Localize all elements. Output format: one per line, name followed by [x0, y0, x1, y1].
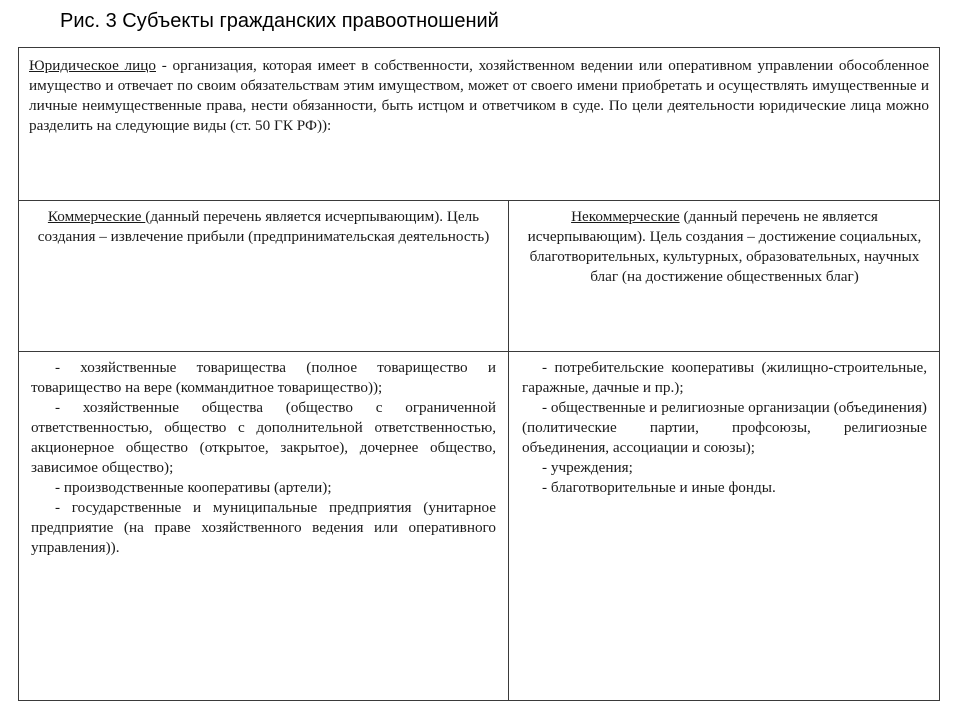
definition-cell — [19, 48, 939, 201]
definition-paragraph — [29, 56, 929, 136]
noncommercial-description — [510, 201, 939, 287]
list-item: - благотворительные и иные фонды. — [542, 479, 776, 496]
list-item: - государственные и муниципальные предприятия (унитарное предприятие (на праве хозяйственного ведения или оперативного управления)). — [31, 499, 496, 556]
commercial-text: (данный перечень является исчерпывающим). Цель создания – извлечение прибыли (предпринимательская деятельность) — [37, 208, 490, 245]
list-item: - производственные кооперативы (артели); — [55, 479, 332, 496]
column-divider — [508, 201, 509, 700]
commercial-term: Коммерческие — [47, 208, 146, 225]
noncommercial-term: Некоммерческие — [571, 208, 680, 225]
subjects-table — [18, 47, 940, 701]
list-item: - учреждения; — [542, 459, 633, 476]
commercial-list — [19, 352, 508, 558]
noncommercial-list-cell — [510, 352, 939, 700]
list-item: - общественные и религиозные организации (объединения) (политические партии, профсоюзы, религиозные объединения, ассоциации и союзы); — [522, 399, 927, 456]
noncommercial-text: (данный перечень не является исчерпывающим). Цель создания – достижение социальных, благотворительных, культурных, образовательных, научных благ (на достижение общественных благ) — [527, 208, 922, 285]
noncommercial-header-cell — [510, 201, 939, 351]
category-header-row — [19, 201, 939, 352]
list-item: - хозяйственные общества (общество с ограниченной ответственностью, общество с дополнительной ответственностью, акционерное общество (открытое, закрытое), дочернее общество, зависимое общество); — [31, 399, 496, 476]
commercial-list-cell — [19, 352, 508, 700]
category-list-row — [19, 352, 939, 700]
commercial-header-cell — [19, 201, 508, 351]
figure-title: Рис. 3 Субъекты гражданских правоотношений — [60, 10, 499, 32]
noncommercial-list — [510, 352, 939, 498]
list-item: - потребительские кооперативы (жилищно-строительные, гаражные, дачные и пр.); — [522, 359, 927, 396]
commercial-description — [19, 201, 508, 247]
list-item: - хозяйственные товарищества (полное товарищество и товарищество на вере (коммандитное товарищество)); — [31, 359, 496, 396]
definition-term: Юридическое лицо — [29, 57, 156, 74]
definition-text: - организация, которая имеет в собственности, хозяйственном ведении или оперативном управлении обособленное имущество и отвечает по своим обязательствам этим имуществом, может от своего имени приобретать и осуществлять имущественные и личные неимущественные права, нести обязанности, быть истцом и ответчиком в суде. По цели деятельности юридические лица можно разделить на следующие виды (ст. 50 ГК РФ)): — [29, 57, 929, 134]
